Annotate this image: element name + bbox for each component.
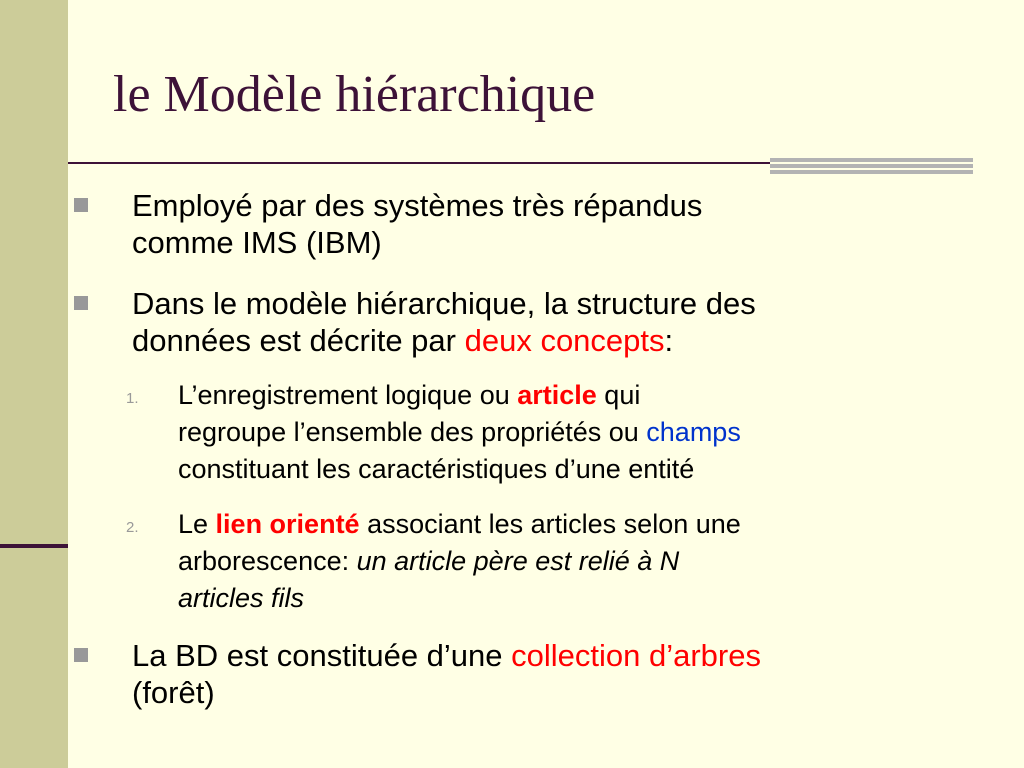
square-bullet-icon bbox=[74, 296, 88, 310]
lien-oriente-emphasis: lien orienté bbox=[215, 509, 360, 539]
bullet-1-line-2: comme IMS (IBM) bbox=[132, 225, 382, 260]
title-accent-stripes bbox=[770, 158, 973, 178]
bullet-2-line-1: Dans le modèle hiérarchique, la structure des bbox=[132, 286, 756, 321]
sub-item-1-line-1b: qui bbox=[596, 380, 641, 410]
sub-item-2 bbox=[126, 506, 978, 617]
sidebar-band bbox=[0, 0, 68, 768]
bullet-3-line-2: (forêt) bbox=[132, 675, 215, 710]
bullet-item-3 bbox=[132, 637, 992, 711]
square-bullet-icon bbox=[74, 648, 88, 662]
champs-emphasis: champs bbox=[646, 417, 741, 447]
collection-arbres-emphasis: collection d’arbres bbox=[511, 638, 761, 673]
sidebar-rule bbox=[0, 544, 68, 548]
sub-item-1-line-2a: regroupe l’ensemble des propriétés ou bbox=[178, 417, 647, 447]
article-emphasis: article bbox=[517, 380, 597, 410]
sub-item-number: 2. bbox=[126, 519, 139, 536]
bullet-2-line-2a: données est décrite par bbox=[132, 323, 465, 358]
title-divider bbox=[68, 162, 770, 164]
sub-item-2-line-1b: associant les articles selon une bbox=[359, 509, 741, 539]
bullet-1-line-1: Employé par des systèmes très répandus bbox=[132, 188, 703, 223]
slide-title: le Modèle hiérarchique bbox=[113, 66, 596, 123]
sub-item-2-italic-b: articles fils bbox=[178, 583, 305, 613]
bullet-item-2 bbox=[132, 285, 992, 359]
deux-concepts-emphasis: deux concepts bbox=[464, 323, 665, 358]
sub-item-2-line-2a: arborescence: bbox=[178, 546, 357, 576]
bullet-3-line-1a: La BD est constituée d’une bbox=[132, 638, 512, 673]
sub-item-1 bbox=[126, 377, 978, 488]
sub-item-1-line-3: constituant les caractéristiques d’une entité bbox=[178, 454, 695, 484]
sub-item-2-italic-a: un article père est relié à N bbox=[356, 546, 680, 576]
sub-item-number: 1. bbox=[126, 390, 139, 407]
bullet-2-line-2b: : bbox=[664, 323, 674, 358]
sub-item-1-line-1a: L’enregistrement logique ou bbox=[178, 380, 518, 410]
square-bullet-icon bbox=[74, 198, 88, 212]
sub-item-2-line-1a: Le bbox=[178, 509, 216, 539]
bullet-item-1 bbox=[132, 187, 992, 261]
